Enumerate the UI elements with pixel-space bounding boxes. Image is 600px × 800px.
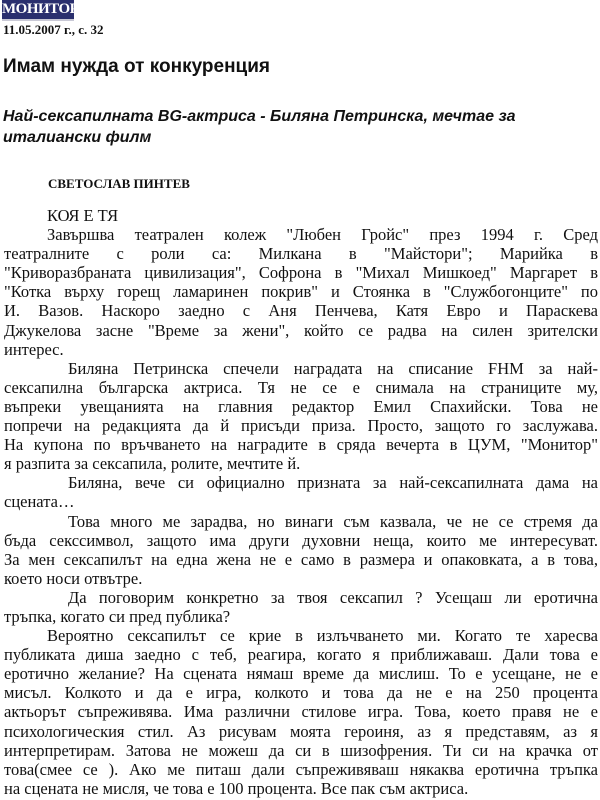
body-line: Биляна, вече си официално призната за най-сексапилната дама на: [68, 473, 598, 493]
body-line: тръпка, когато си пред публика?: [4, 606, 231, 626]
body-line: еротично желание? На сцената нямаш време да мислиш. То е усещане, не е: [4, 664, 598, 684]
body-line: актьорът съпреживява. Има различни стилове игра. Това, което правя не е: [4, 702, 598, 722]
body-line: сексапилна българска актриса. Тя не се е снимала на страниците му,: [4, 377, 598, 397]
body-line: психологическия стил. Аз рисувам моята героиня, аз я представям, аз я: [4, 721, 598, 741]
body-line: Завършва театрален колеж "Любен Гройс" през 1994 г. Сред: [47, 225, 598, 245]
body-line: На купона по връчването на наградите в сряда вечерта в ЦУМ, "Монитор": [4, 435, 598, 455]
body-line: публиката диша заедно с теб, реагира, когато я приближаваш. Дали това е: [4, 645, 598, 665]
body-line: въпреки увещанията на главния редактор Емил Спахийски. Това не: [4, 396, 598, 416]
body-line: театралните с роли са: Милкана в "Майстори"; Марийка в: [4, 244, 598, 264]
body-line: Вероятно сексапилът се крие в излъчването ми. Когато те харесва: [47, 626, 598, 646]
article-title: Имам нужда от конкуренция: [3, 56, 270, 77]
body-line: сцената…: [4, 492, 75, 512]
body-line: Биляна Петринска спечели наградата на списание FHM за най-: [68, 358, 598, 378]
body-line: интерпретирам. Затова не можеш да си в шизофрения. Ти си на крачка от: [4, 740, 598, 760]
body-line: попречи на редакцията да й присъди приза. Просто, защото го заслужава.: [4, 416, 598, 436]
publication-date: 11.05.2007 г., с. 32: [3, 22, 104, 37]
body-line: бъда секссимвол, защото има други духовни неща, които ме интересуват.: [4, 530, 598, 550]
newspaper-logo: МОНИТОР: [2, 0, 74, 21]
body-line: Да поговорим конкретно за твоя сексапил ? Усещаш ли еротична: [68, 587, 598, 607]
body-line: За мен сексапилът на една жена не е само в размера и опаковката, а в това,: [4, 549, 598, 569]
body-line: КОЯ Е ТЯ: [47, 206, 119, 225]
body-line: Джукелова засне "Време за жени", който се радва на силен зрителски: [4, 320, 598, 340]
body-line: Това много ме зарадва, но винаги съм казвала, че не се стремя да: [68, 511, 598, 531]
body-line: "Криворазбраната цивилизация", Софрона в "Михал Мишкоед" Маргарет в: [4, 263, 598, 283]
body-line: мисъл. Колкото и да е игра, колкото и това да не е на 250 процента: [4, 683, 598, 703]
article-body: [4, 206, 598, 798]
subtitle-line: Най-сексапилната BG-актриса - Биляна Петринска, мечтае за: [3, 108, 516, 125]
body-line: "Котка върху горещ ламаринен покрив" и Стоянка в "Службогонците" по: [4, 282, 598, 302]
body-line: интерес.: [4, 339, 64, 359]
subtitle-line: италиански филм: [3, 129, 152, 146]
body-line: това(смее се ). Ако ме питаш дали съпреживяваш някаква еротична тръпка: [4, 759, 598, 779]
body-line: И. Вазов. Наскоро заедно с Аня Пенчева, Катя Евро и Параскева: [4, 301, 598, 321]
body-line: я разпита за сексапила, ролите, мечтите й.: [4, 454, 301, 474]
body-line: на сцената не мисля, че това е 100 процента. Все пак съм актриса.: [4, 778, 469, 798]
article-author: СВЕТОСЛАВ ПИНТЕВ: [48, 176, 190, 191]
article-subtitle: [3, 106, 543, 148]
body-line: което носи отвътре.: [4, 568, 143, 588]
